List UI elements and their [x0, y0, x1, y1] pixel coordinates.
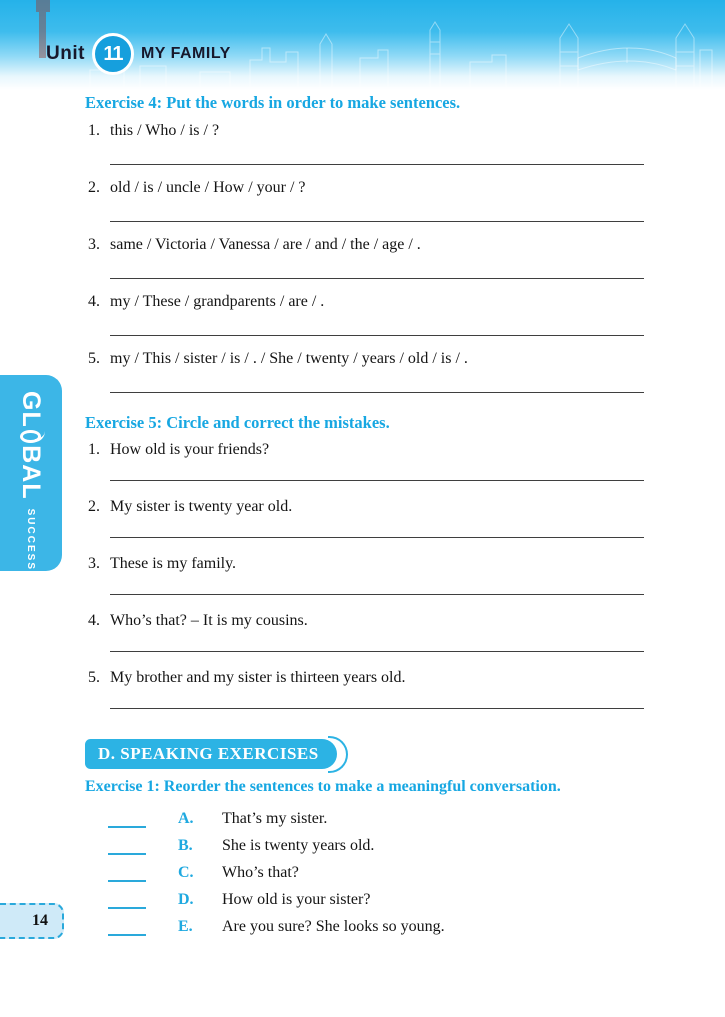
- item-number: 3.: [88, 236, 100, 253]
- answer-line: [110, 708, 644, 709]
- answer-line: [110, 164, 644, 165]
- brand-text-success: SUCCESS: [25, 508, 37, 571]
- item-text: same / Victoria / Vanessa / are / and / the / age / .: [110, 236, 421, 253]
- item-number: 5.: [88, 350, 100, 367]
- item-text: my / This / sister / is / . / She / twenty / years / old / is / .: [110, 350, 468, 367]
- item-number: 5.: [88, 669, 100, 686]
- option-letter: D.: [178, 891, 194, 908]
- answer-blank: [108, 810, 146, 828]
- conversation-row-a: [108, 806, 327, 828]
- answer-blank: [108, 864, 146, 882]
- item-text: These is my family.: [110, 555, 237, 572]
- option-text: She is twenty years old.: [222, 837, 375, 854]
- speaking-section-label: D. SPEAKING EXERCISES: [98, 744, 319, 763]
- page-number: 14: [32, 912, 48, 929]
- answer-blank: [108, 891, 146, 909]
- answer-line: [110, 594, 644, 595]
- option-letter: B.: [178, 837, 193, 854]
- speaking-section-banner: [85, 739, 337, 769]
- unit-label: Unit: [46, 43, 85, 64]
- item-number: 1.: [88, 122, 100, 139]
- answer-line: [110, 335, 644, 336]
- item-text: my / These / grandparents / are / .: [110, 293, 325, 310]
- exercise4-item-4: [88, 292, 324, 312]
- global-success-logo: [0, 375, 62, 571]
- option-letter: A.: [178, 810, 194, 827]
- exercise4-item-5: [88, 349, 468, 369]
- answer-line: [110, 278, 644, 279]
- unit-number-badge: [92, 33, 134, 75]
- item-number: 1.: [88, 441, 100, 458]
- item-number: 3.: [88, 555, 100, 572]
- item-text: this / Who / is / ?: [110, 122, 220, 139]
- conversation-row-c: [108, 860, 299, 882]
- answer-line: [110, 651, 644, 652]
- item-text: old / is / uncle / How / your / ?: [110, 179, 306, 196]
- answer-blank: [108, 918, 146, 936]
- global-success-tab: [0, 375, 62, 571]
- exercise4-item-2: [88, 178, 306, 198]
- answer-line: [110, 480, 644, 481]
- unit-title: MY FAMILY: [140, 45, 231, 62]
- conversation-row-e: [108, 914, 445, 936]
- brand-text-bal: BAL: [17, 445, 46, 500]
- exercise4-item-3: [88, 235, 421, 255]
- exercise5-item-1: [88, 440, 269, 460]
- globe-icon: [21, 430, 42, 444]
- exercise5-item-4: [88, 611, 308, 631]
- option-text: Who’s that?: [222, 864, 299, 881]
- item-number: 2.: [88, 179, 100, 196]
- exercise5-title: Exercise 5: Circle and correct the mistakes.: [85, 413, 390, 432]
- option-letter: C.: [178, 864, 194, 881]
- option-text: That’s my sister.: [222, 810, 328, 827]
- unit-heading: [46, 33, 231, 75]
- item-text: My brother and my sister is thirteen years old.: [110, 669, 406, 686]
- answer-blank: [108, 837, 146, 855]
- item-text: Who’s that? – It is my cousins.: [110, 612, 308, 629]
- answer-line: [110, 221, 644, 222]
- answer-line: [110, 392, 644, 393]
- item-number: 4.: [88, 612, 100, 629]
- exercise1-title: Exercise 1: Reorder the sentences to make a meaningful conversation.: [85, 778, 561, 795]
- exercise4-title: Exercise 4: Put the words in order to make sentences.: [85, 93, 461, 112]
- item-number: 2.: [88, 498, 100, 515]
- conversation-row-b: [108, 833, 374, 855]
- unit-header: [0, 0, 725, 90]
- exercise5-item-5: [88, 668, 406, 688]
- unit-number: 11: [103, 42, 123, 65]
- exercise5-item-3: [88, 554, 236, 574]
- brand-text-gl: GL: [17, 391, 46, 428]
- conversation-row-d: [108, 887, 370, 909]
- item-text: My sister is twenty year old.: [110, 498, 293, 515]
- page-number-badge: [0, 903, 64, 939]
- item-number: 4.: [88, 293, 100, 310]
- answer-line: [110, 537, 644, 538]
- exercise4-item-1: [88, 121, 219, 141]
- option-text: How old is your sister?: [222, 891, 371, 908]
- option-letter: E.: [178, 918, 193, 935]
- option-text: Are you sure? She looks so young.: [222, 918, 445, 935]
- item-text: How old is your friends?: [110, 441, 270, 458]
- exercise5-item-2: [88, 497, 292, 517]
